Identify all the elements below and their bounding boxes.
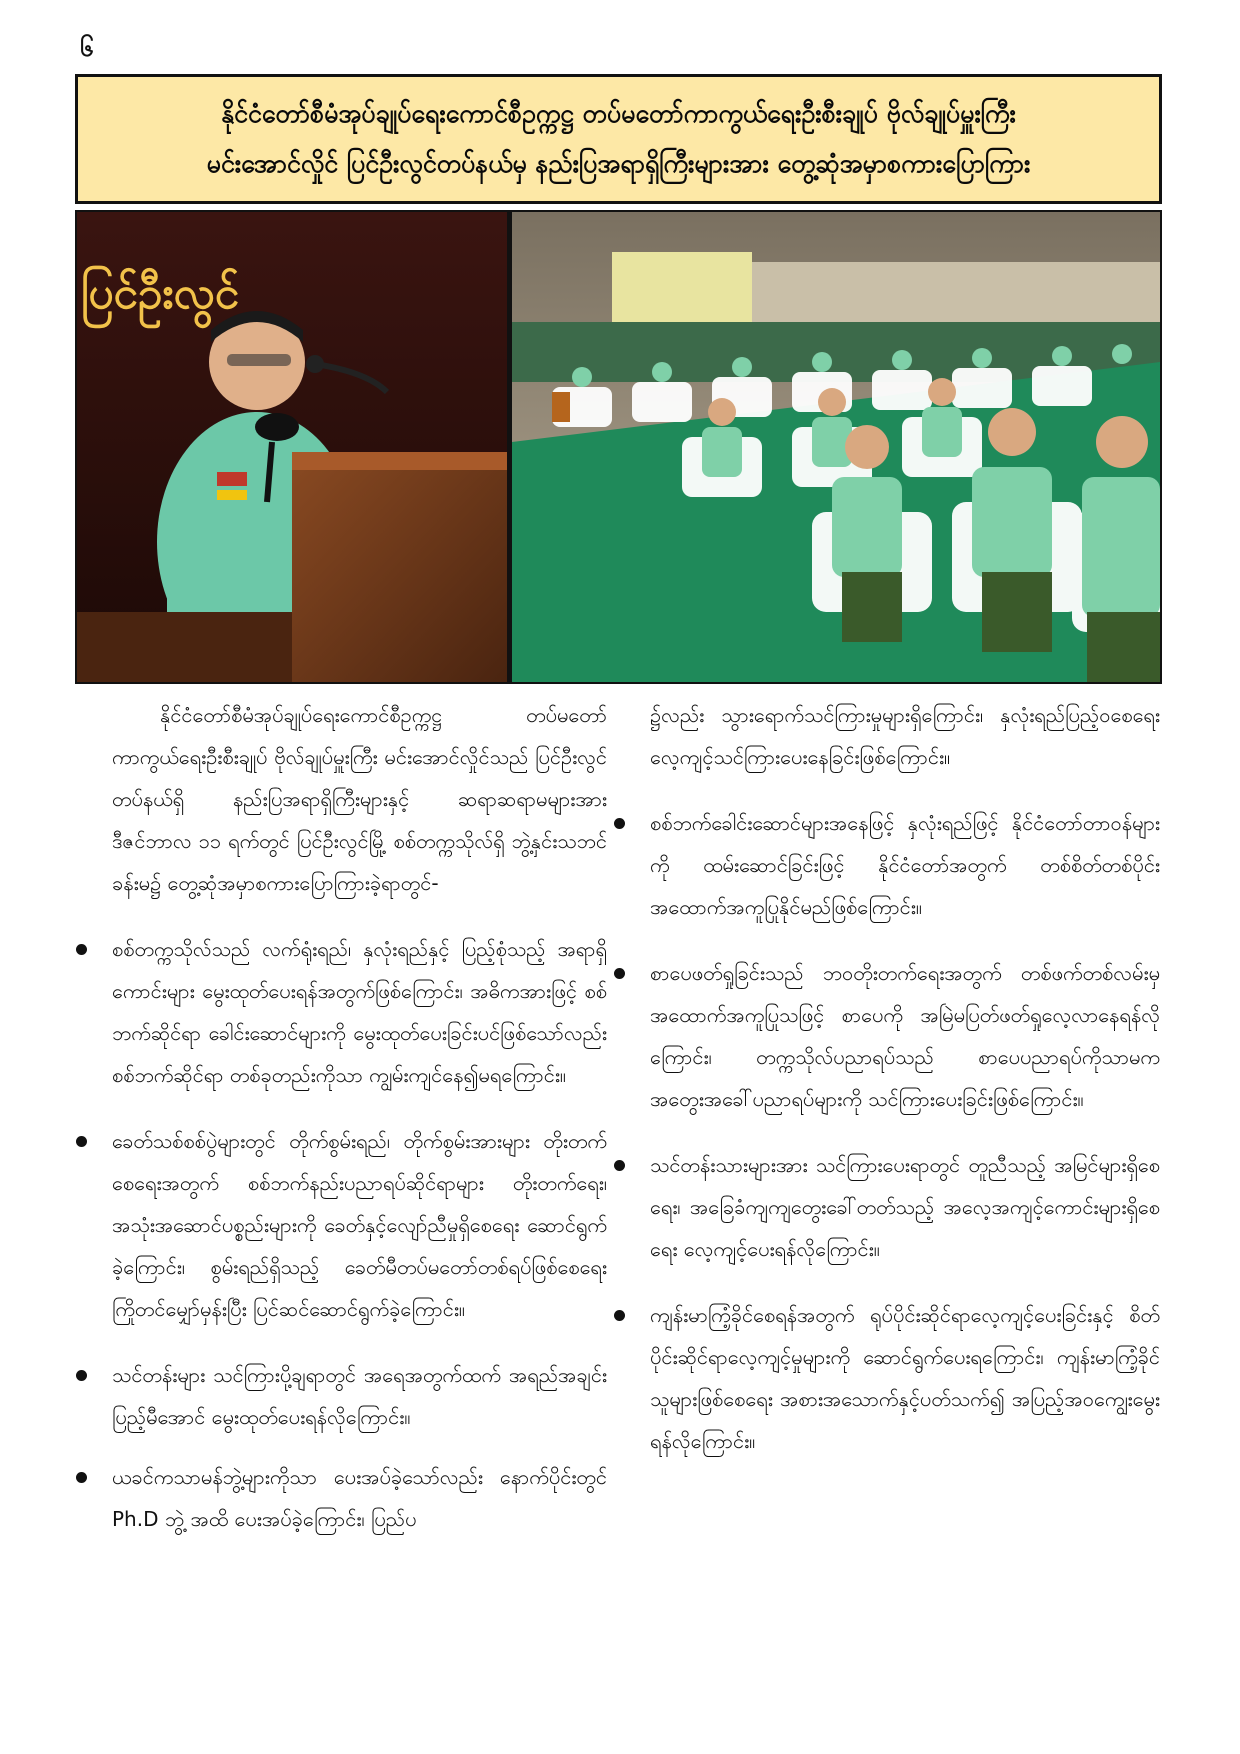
speaker-photo-illustration <box>77 212 507 682</box>
page-number: ၆ <box>80 34 94 62</box>
headline-line-2: မင်းအောင်လှိုင် ပြင်ဦးလွင်တပ်နယ်မှ နည်းပြအရာရှိကြီးများအား တွေ့ဆုံအမှာစကားပြောကြား <box>206 149 1031 178</box>
headline-line-1: နိုင်ငံတော်စီမံအုပ်ချုပ်ရေးကောင်စီဥက္ကဋ္ဌ တပ်မတော်ကာကွယ်ရေးဦးစီးချုပ် ဗိုလ်ချုပ်မှူးကြီး <box>221 99 1016 128</box>
bullet-dot <box>614 818 625 829</box>
bullet-dot <box>76 1370 87 1381</box>
bullet-dot <box>614 968 625 979</box>
bullet-dot <box>614 1310 625 1321</box>
list-item: သင်တန်းသားများအား သင်ကြားပေးရာတွင် တူညီသည့် အမြင်များရှိစေရေး၊ အခြေခံကျကျတွေးခေါ်တတ်သည့် အလေ့အကျင့်ကောင်းများရှိစေရေး လေ့ကျင့်ပေးရန်လိုကြောင်း။ <box>650 1144 1160 1270</box>
bullet-dot <box>76 1472 87 1483</box>
list-item: ခေတ်သစ်စစ်ပွဲများတွင် တိုက်စွမ်းရည်၊ တိုက်စွမ်းအားများ တိုးတက်စေရေးအတွက် စစ်ဘက်နည်းပညာရပ်ဆိုင်ရာများ တိုးတက်ရေး၊ အသုံးအဆောင်ပစ္စည်းများကို ခေတ်နှင့်လျော်ညီမှုရှိစေရေး ဆောင်ရွက်ခဲ့ကြောင်း၊ စွမ်းရည်ရှိသည့် ခေတ်မီတပ်မတော်တစ်ရပ်ဖြစ်စေရေး ကြိုတင်မျှော်မှန်းပြီး ပြင်ဆင်ဆောင်ရွက်ခဲ့ကြောင်း။ <box>112 1120 607 1330</box>
audience-photo-illustration <box>512 212 1160 682</box>
list-item: ယခင်ကသာမန်ဘွဲ့များကိုသာ ပေးအပ်ခဲ့သော်လည်း နောက်ပိုင်းတွင် Ph.D ဘွဲ့ အထိ ပေးအပ်ခဲ့ကြောင်း၊ ပြည်ပ <box>112 1456 607 1540</box>
list-item: စာပေဖတ်ရှုခြင်းသည် ဘဝတိုးတက်ရေးအတွက် တစ်ဖက်တစ်လမ်းမှ အထောက်အကူပြုသဖြင့် စာပေကို အမြဲမပြတ်ဖတ်ရှုလေ့လာနေရန်လိုကြောင်း၊ တက္ကသိုလ်ပညာရပ်သည် စာပေပညာရပ်ကိုသာမက အတွေးအခေါ်ပညာရပ်များကို သင်ကြားပေးခြင်းဖြစ်ကြောင်း။ <box>650 952 1160 1120</box>
list-item: ကျန်းမာကြံ့ခိုင်စေရန်အတွက် ရုပ်ပိုင်းဆိုင်ရာလေ့ကျင့်ပေးခြင်းနှင့် စိတ်ပိုင်းဆိုင်ရာလေ့ကျင့်မှုများကို ဆောင်ရွက်ပေးရကြောင်း၊ ကျန်းမာကြံ့ခိုင်သူများဖြစ်စေရေး အစားအသောက်နှင့်ပတ်သက်၍ အပြည့်အဝကျွေးမွေးရန်လိုကြောင်း။ <box>650 1294 1160 1462</box>
backdrop-sign-text: ပြင်ဦးလွင် <box>81 268 240 319</box>
intro-paragraph: နိုင်ငံတော်စီမံအုပ်ချုပ်ရေးကောင်စီဥက္ကဋ္ဌ တပ်မတော်ကာကွယ်ရေးဦးစီးချုပ် ဗိုလ်ချုပ်မှူးကြီး မင်းအောင်လှိုင်သည် ပြင်ဦးလွင်တပ်နယ်ရှိ နည်းပြအရာရှိကြီးများနှင့် ဆရာဆရာမများအား ဒီဇင်ဘာလ ၁၁ ရက်တွင် ပြင်ဦးလွင်မြို့ စစ်တက္ကသိုလ်ရှိ ဘွဲ့နှင်းသဘင်ခန်းမ၌ တွေ့ဆုံအမှာစကားပြောကြားခဲ့ရာတွင်- <box>112 703 607 895</box>
audience-photo <box>512 212 1160 682</box>
right-column <box>650 694 1160 1462</box>
list-item: စစ်တက္ကသိုလ်သည် လက်ရုံးရည်၊ နှလုံးရည်နှင့် ပြည့်စုံသည့် အရာရှိကောင်းများ မွေးထုတ်ပေးရန်အတွက်ဖြစ်ကြောင်း၊ အဓိကအားဖြင့် စစ်ဘက်ဆိုင်ရာ ခေါင်းဆောင်များကို မွေးထုတ်ပေးခြင်းပင်ဖြစ်သော်လည်း စစ်ဘက်ဆိုင်ရာ တစ်ခုတည်းကိုသာ ကျွမ်းကျင်နေ၍မရကြောင်း။ <box>112 928 607 1096</box>
speaker-photo <box>77 212 507 682</box>
bullet-dot <box>76 944 87 955</box>
bullet-dot <box>76 1136 87 1147</box>
left-column <box>112 694 607 1540</box>
photo-strip <box>75 210 1162 684</box>
list-item: သင်တန်းများ သင်ကြားပို့ချရာတွင် အရေအတွက်ထက် အရည်အချင်း ပြည့်မီအောင် မွေးထုတ်ပေးရန်လိုကြောင်း။ <box>112 1354 607 1438</box>
continuation-paragraph: ၌လည်း သွားရောက်သင်ကြားမှုများရှိကြောင်း၊ နှလုံးရည်ပြည့်ဝစေရေး လေ့ကျင့်သင်ကြားပေးနေခြင်းဖြစ်ကြောင်း။ <box>650 703 1160 769</box>
list-item: စစ်ဘက်ခေါင်းဆောင်များအနေဖြင့် နှလုံးရည်ဖြင့် နိုင်ငံတော်တာဝန်များကို ထမ်းဆောင်ခြင်းဖြင့် နိုင်ငံတော်အတွက် တစ်စိတ်တစ်ပိုင်း အထောက်အကူပြုနိုင်မည်ဖြစ်ကြောင်း။ <box>650 802 1160 928</box>
right-bullet-list <box>650 802 1160 1462</box>
headline-box <box>75 74 1162 204</box>
left-bullet-list <box>112 928 607 1540</box>
bullet-dot <box>614 1160 625 1171</box>
